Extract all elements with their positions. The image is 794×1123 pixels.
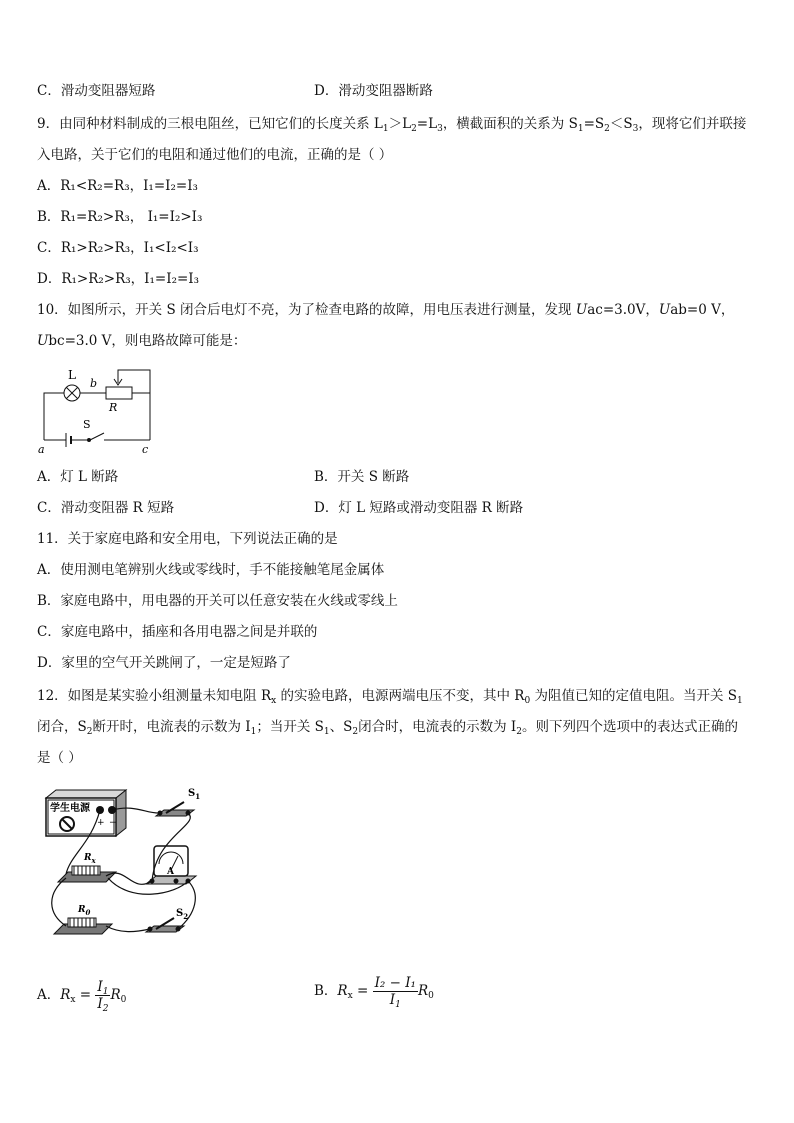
power-supply-label: 学生电源	[50, 803, 90, 814]
q11-option-c: C．家庭电路中，插座和各用电器之间是并联的	[37, 624, 318, 640]
q12-stem-line2: 闭合，$S_2$断开时，电流表的示数为 $I_1$；当开关 $S_1$、$S_2$闭合时，电流表的示数为 $I_2$。则下列四个选项中的表达式正确的	[37, 719, 738, 737]
r0-label: $R_0$	[78, 905, 91, 917]
q9-option-c: C．R₁>R₂>R₃，I₁<I₂<I₃	[37, 240, 199, 256]
q10-circuit-diagram	[36, 365, 156, 455]
power-minus-label: −	[109, 818, 117, 828]
power-plus-label: +	[97, 818, 105, 828]
q10-option-c: C．滑动变阻器 R 短路	[37, 500, 175, 516]
q10-stem-line2: Ubc=3.0 V，则电路故障可能是：	[37, 333, 247, 349]
q10-option-d: D．灯 L 短路或滑动变阻器 R 断路	[314, 500, 524, 516]
resistor-rx	[58, 853, 116, 882]
q11-stem: 11．关于家庭电路和安全用电，下列说法正确的是	[37, 531, 338, 547]
q9-stem-line1: 9．由同种材料制成的三根电阻丝，已知它们的长度关系 $L_1>L_2=L_3$，横截面积的关系为 $S_1=S_2<S_3$，现将它们并联接	[37, 116, 747, 134]
switch-s1	[156, 788, 200, 816]
q12-experiment-diagram	[36, 784, 216, 944]
s1-label: $S_1$	[188, 788, 201, 801]
q9-option-d: D．R₁>R₂>R₃，I₁=I₂=I₃	[37, 271, 200, 287]
s2-label: $S_2$	[176, 908, 189, 921]
q10-stem-line1: 10．如图所示，开关 S 闭合后电灯不亮，为了检查电路的故障，用电压表进行测量，发现 Uac=3.0V，Uab=0 V，	[37, 302, 735, 318]
fig-label-a: a	[38, 443, 45, 455]
rx-label: $R_x$	[84, 853, 96, 865]
q12-option-b: B．$R_x$ = $\frac{\text{I₂ − I₁}}{I_1}$ $R_0$	[314, 975, 434, 1010]
q9-option-a: A．R₁<R₂=R₃，I₁=I₂=I₃	[37, 178, 198, 194]
q8-option-d: D．滑动变阻器断路	[314, 83, 433, 99]
ammeter	[146, 846, 196, 884]
q9-option-b: B．R₁=R₂>R₃， I₁=I₂>I₃	[37, 209, 203, 225]
q11-option-d: D．家里的空气开关跳闸了，一定是短路了	[37, 655, 291, 671]
power-supply	[46, 790, 126, 836]
q10-option-b: B．开关 S 断路	[314, 469, 410, 485]
q12-stem-line3: 是（ ）	[37, 750, 82, 766]
fig-label-c: c	[142, 443, 149, 455]
q9-stem-line2: 入电路，关于它们的电阻和通过他们的电流，正确的是（ ）	[37, 147, 393, 163]
fig-label-S: S	[83, 418, 91, 431]
q8-option-c: C．滑动变阻器短路	[37, 83, 156, 99]
fig-label-b: b	[90, 377, 98, 390]
switch-s2	[146, 908, 188, 932]
q11-option-a: A．使用测电笔辨别火线或零线时，手不能接触笔尾金属体	[37, 562, 385, 578]
fig-label-R: R	[109, 401, 118, 414]
ammeter-label: A	[167, 867, 174, 877]
fig-label-L: L	[68, 368, 76, 382]
resistor-r0	[54, 905, 112, 934]
q11-option-b: B．家庭电路中，用电器的开关可以任意安装在火线或零线上	[37, 593, 398, 609]
q12-stem-line1: 12．如图是某实验小组测量未知电阻 $R_x$ 的实验电路，电源两端电压不变，其中 $R_0$ 为阻值已知的定值电阻。当开关 $S_1$	[37, 688, 743, 706]
q12-option-a: A．$R_x$ = $\frac{I_1}{I_2}$ $R_0$	[37, 979, 127, 1014]
q10-option-a: A．灯 L 断路	[37, 469, 119, 485]
